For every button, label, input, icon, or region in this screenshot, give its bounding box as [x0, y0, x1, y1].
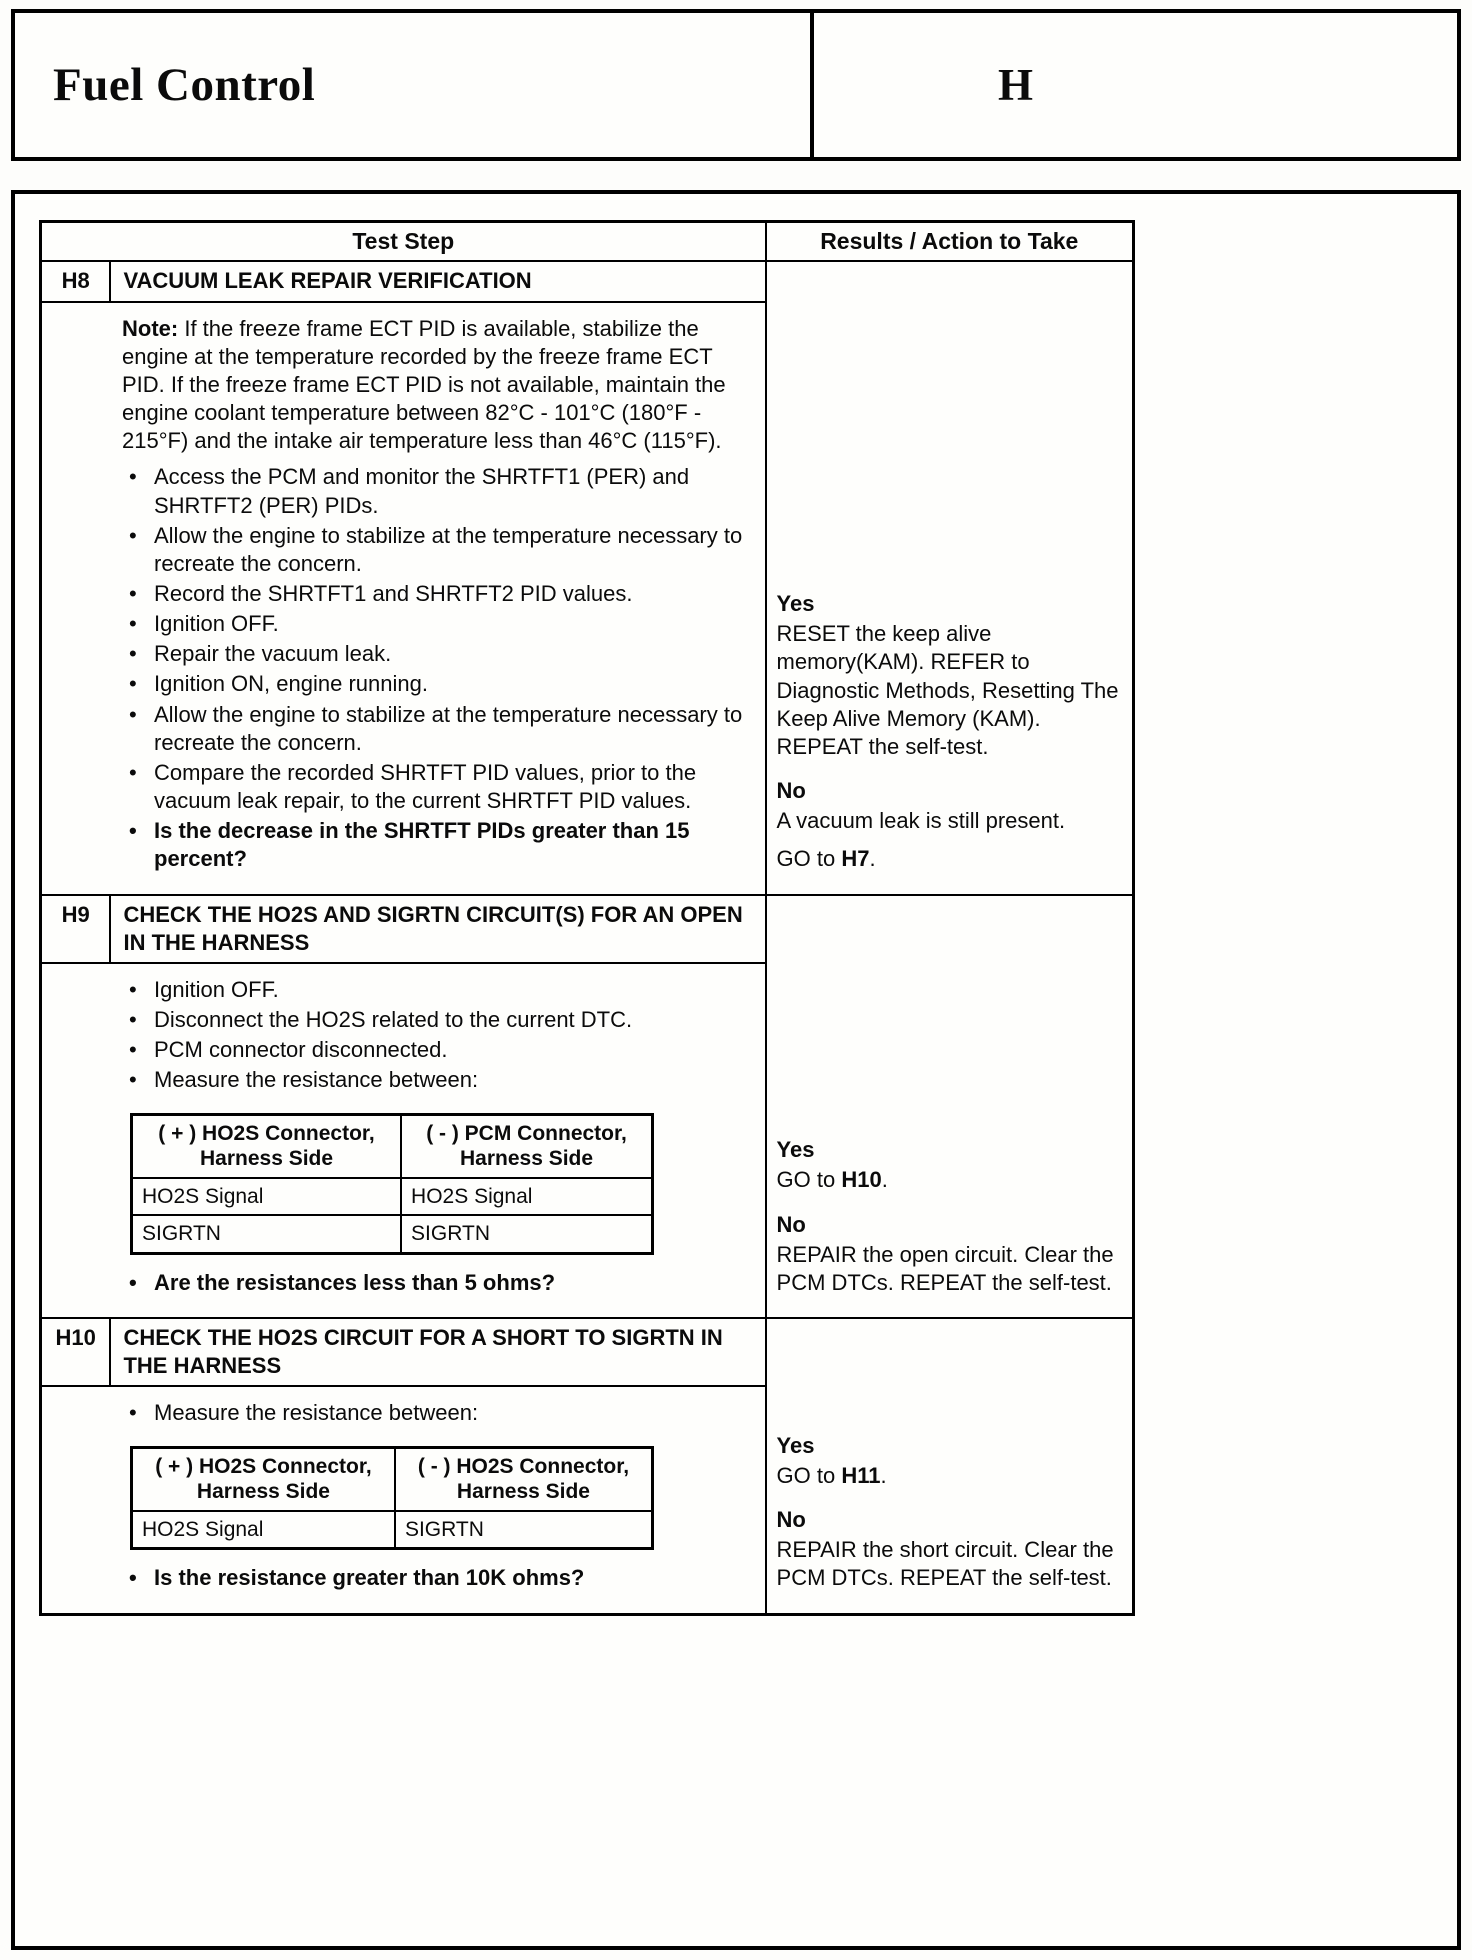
connector-cell: HO2S Signal: [132, 1511, 395, 1549]
bullet-text: Is the resistance greater than 10K ohms?: [154, 1565, 585, 1591]
bullet-text: Ignition ON, engine running.: [154, 671, 428, 697]
results-cell: [766, 1318, 1134, 1614]
result-text: [777, 807, 1128, 835]
bullet-item: [122, 610, 751, 638]
bullet-item: [122, 580, 751, 608]
step-body: [41, 1386, 766, 1614]
connector-cell: SIGRTN: [132, 1215, 402, 1253]
results-column-header: Results / Action to Take: [766, 222, 1134, 262]
result-text-segment: A vacuum leak is still present.: [776, 808, 1066, 834]
test-step-title-row: [41, 895, 1134, 963]
connector-cell: SIGRTN: [401, 1215, 652, 1253]
results-cell: [766, 895, 1134, 1319]
bullet-text: Compare the recorded SHRTFT PID values, prior to the vacuum leak repair, to the current SHRTFT PID values.: [154, 759, 697, 814]
step-body: [41, 963, 766, 1318]
bullet-item: [122, 759, 751, 815]
step-title: VACUUM LEAK REPAIR VERIFICATION: [110, 261, 765, 301]
bullet-icon: [122, 759, 154, 815]
bullet-text: Ignition OFF.: [154, 611, 279, 637]
content-box: [11, 190, 1461, 1950]
bullet-icon: [122, 463, 154, 519]
result-answer: No: [776, 1507, 806, 1533]
note-label: Note:: [122, 315, 179, 341]
bullet-icon: [122, 522, 154, 578]
bullet-item: [122, 1036, 751, 1064]
result-text: [777, 620, 1128, 761]
connector-header-row: [132, 1114, 653, 1178]
result-text-segment: .: [881, 1167, 888, 1193]
test-step-title-row: [41, 1318, 1134, 1386]
bullet-icon: [122, 1269, 154, 1297]
section-letter: H: [810, 13, 1457, 157]
bullet-item: [122, 976, 751, 1004]
result-text: [777, 1462, 1128, 1490]
bullet-item: [122, 1066, 751, 1094]
result-text-segment: REPAIR the short circuit. Clear the PCM DTCs. REPEAT the self-test.: [776, 1537, 1114, 1591]
bullet-text: Access the PCM and monitor the SHRTFT1 (PER) and SHRTFT2 (PER) PIDs.: [154, 464, 690, 518]
test-step-title-row: [41, 261, 1134, 301]
bullet-icon: [122, 580, 154, 608]
connector-row: [132, 1215, 653, 1253]
bullet-item: [122, 1399, 751, 1427]
table-header-row: [41, 222, 1134, 262]
connector-column-header: ( + ) HO2S Connector, Harness Side: [132, 1114, 402, 1178]
step-title: CHECK THE HO2S CIRCUIT FOR A SHORT TO SIGRTN IN THE HARNESS: [110, 1318, 765, 1386]
bullet-icon: [122, 701, 154, 757]
bullet-icon: [122, 1036, 154, 1064]
page-title: Fuel Control: [53, 59, 316, 111]
bullet-item: [122, 463, 751, 519]
result-text-segment: .: [869, 846, 876, 872]
bullet-icon: [122, 1006, 154, 1034]
step-title: CHECK THE HO2S AND SIGRTN CIRCUIT(S) FOR AN OPEN IN THE HARNESS: [110, 895, 765, 963]
connector-row: [132, 1178, 653, 1216]
step-id: H10: [41, 1318, 111, 1386]
connector-column-header: ( - ) HO2S Connector, Harness Side: [395, 1447, 653, 1511]
connector-cell: SIGRTN: [395, 1511, 653, 1549]
bullet-text: Are the resistances less than 5 ohms?: [154, 1269, 556, 1295]
bullet-item: [122, 1006, 751, 1034]
result-answer: Yes: [776, 1137, 815, 1163]
result-answer: Yes: [776, 591, 815, 617]
step-id: H8: [41, 261, 111, 301]
result-text-segment: H10: [841, 1167, 882, 1193]
bullet-text: Measure the resistance between:: [154, 1067, 479, 1093]
note-text: If the freeze frame ECT PID is available, stabilize the engine at the temperature recorded by the freeze frame ECT PID. If the freeze frame ECT PID is not available, maintain the engine coolant temperature between 82°C - 101°C (180°F - 215°F) and the intake air temperature less than 46°C (115°F).: [122, 315, 726, 454]
bullet-icon: [122, 670, 154, 698]
bullet-item: [122, 670, 751, 698]
result-text-segment: GO to: [776, 1462, 842, 1488]
result-text-segment: REPAIR the open circuit. Clear the PCM DTCs. REPEAT the self-test.: [776, 1241, 1114, 1295]
connector-column-header: ( + ) HO2S Connector, Harness Side: [132, 1447, 395, 1511]
result-text: [777, 1536, 1128, 1592]
bullet-icon: [122, 1564, 154, 1592]
result-text-segment: GO to: [776, 1167, 842, 1193]
bullet-text: Record the SHRTFT1 and SHRTFT2 PID values.: [154, 581, 633, 606]
note-paragraph: [122, 315, 751, 456]
step-id: H9: [41, 895, 111, 963]
bullet-item: [122, 522, 751, 578]
bullet-item: [122, 640, 751, 668]
step-body: [41, 302, 766, 895]
bullet-text: Allow the engine to stabilize at the temperature necessary to recreate the concern.: [154, 701, 743, 755]
connector-header-row: [132, 1447, 653, 1511]
page-header: [11, 9, 1461, 161]
results-cell: [766, 261, 1134, 894]
result-text-segment: GO to: [776, 846, 842, 872]
connector-cell: HO2S Signal: [401, 1178, 652, 1216]
bullet-text: Measure the resistance between:: [154, 1400, 479, 1426]
bullet-icon: [122, 817, 154, 873]
bullet-icon: [122, 1066, 154, 1094]
bullet-icon: [122, 640, 154, 668]
bullet-text: PCM connector disconnected.: [154, 1037, 448, 1063]
connector-row: [132, 1511, 653, 1549]
bullet-item: [122, 1269, 751, 1297]
bullet-item: [122, 1564, 751, 1592]
result-text: [777, 1241, 1128, 1297]
connector-cell: HO2S Signal: [132, 1178, 402, 1216]
bullet-item: [122, 701, 751, 757]
bullet-icon: [122, 976, 154, 1004]
test-step-column-header: Test Step: [41, 222, 766, 262]
bullet-icon: [122, 610, 154, 638]
result-text-segment: H11: [841, 1462, 881, 1488]
bullet-icon: [122, 1399, 154, 1427]
result-text-segment: .: [880, 1462, 887, 1488]
result-answer: No: [776, 1211, 806, 1237]
result-text: [777, 845, 1128, 873]
bullet-text: Repair the vacuum leak.: [154, 641, 392, 667]
connector-table: [130, 1446, 654, 1551]
result-text-segment: H7: [841, 846, 870, 872]
bullet-text: Ignition OFF.: [154, 976, 279, 1002]
result-answer: Yes: [776, 1432, 815, 1458]
result-answer: No: [776, 778, 806, 804]
connector-table: [130, 1113, 654, 1255]
diagnostic-table: [39, 220, 1135, 1616]
bullet-text: Disconnect the HO2S related to the current DTC.: [154, 1007, 633, 1033]
result-text-segment: RESET the keep alive memory(KAM). REFER to Diagnostic Methods, Resetting The Keep Alive Memory (KAM). REPEAT the self-test.: [776, 621, 1119, 759]
bullet-text: Is the decrease in the SHRTFT PIDs greater than 15 percent?: [154, 818, 690, 872]
connector-column-header: ( - ) PCM Connector, Harness Side: [401, 1114, 652, 1178]
result-text: [777, 1166, 1128, 1194]
bullet-text: Allow the engine to stabilize at the temperature necessary to recreate the concern.: [154, 522, 743, 576]
bullet-item: [122, 817, 751, 873]
